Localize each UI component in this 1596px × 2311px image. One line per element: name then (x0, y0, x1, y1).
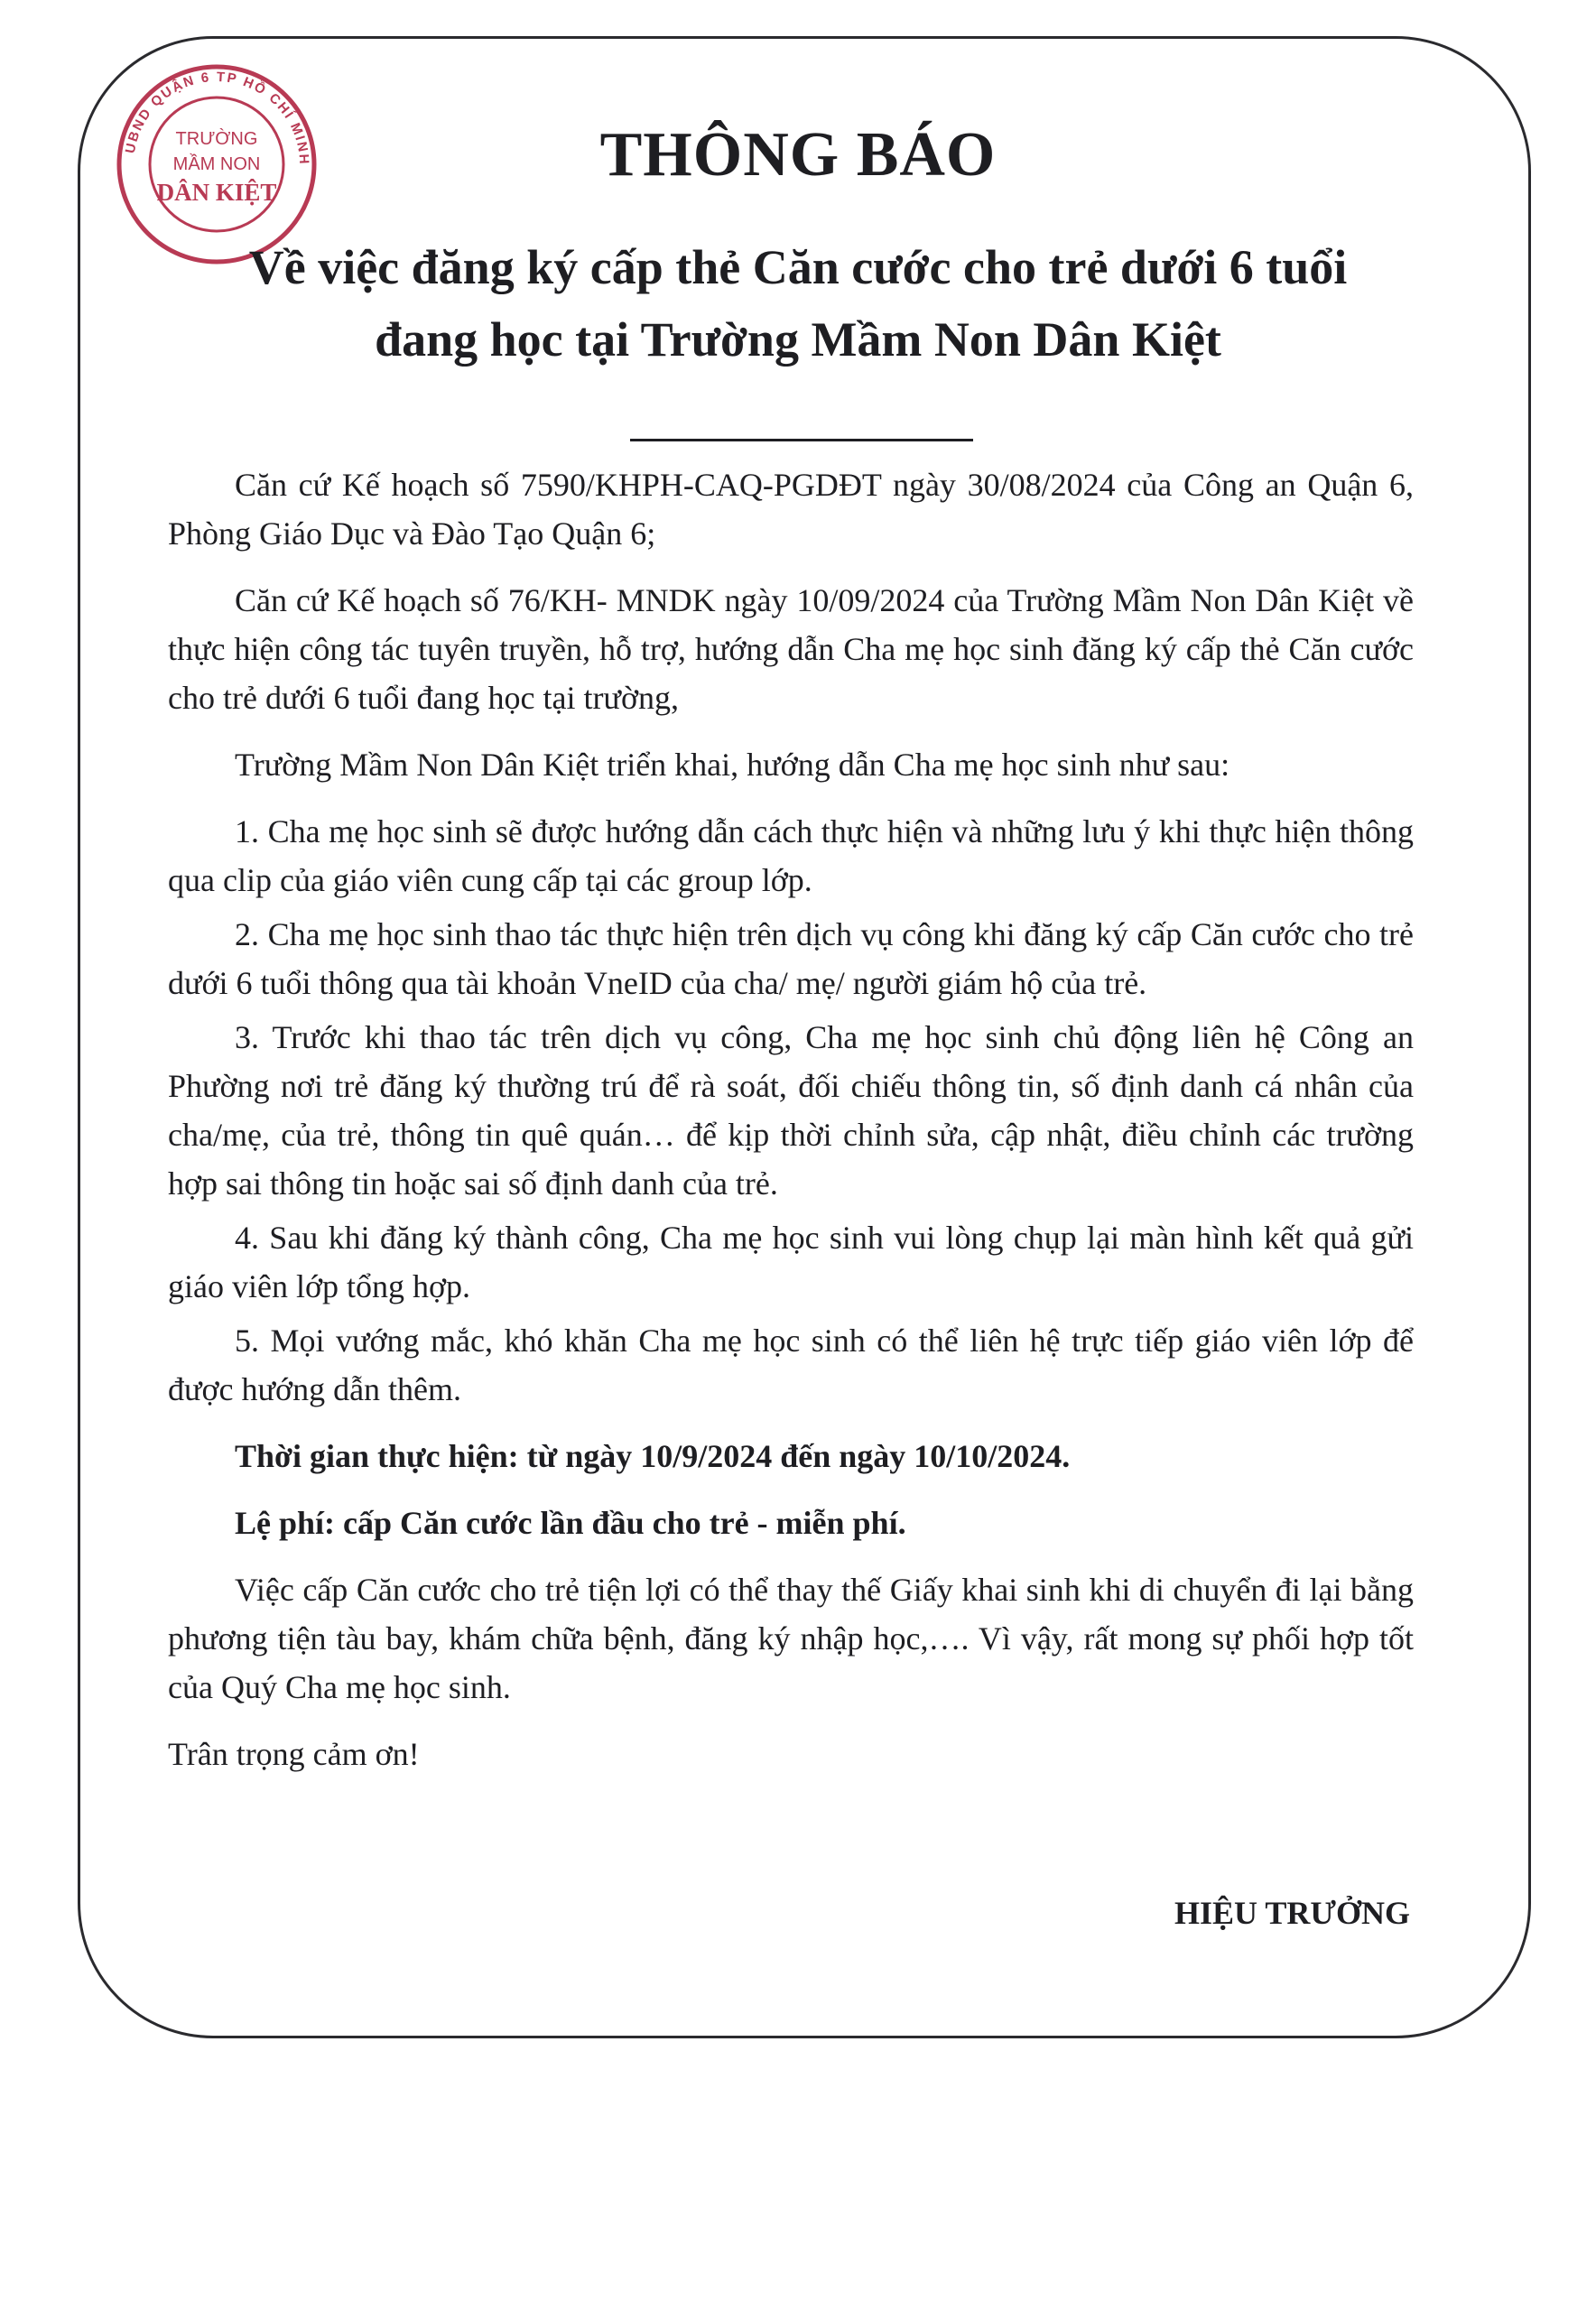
intro-paragraph: Trường Mầm Non Dân Kiệt triển khai, hướng dẫn Cha mẹ học sinh như sau: (235, 747, 1230, 783)
stamp-line-2: MẦM NON (172, 154, 261, 174)
instruction-item-1: 1. Cha mẹ học sinh sẽ được hướng dẫn cách thực hiện và những lưu ý khi thực hiện thông qua clip của giáo viên cung cấp tại các group lớp. (168, 813, 1414, 898)
document-subtitle (0, 231, 1596, 376)
closing-paragraph: Việc cấp Căn cước cho trẻ tiện lợi có thể thay thế Giấy khai sinh khi di chuyển đi lại bằng phương tiện tàu bay, khám chữa bệnh, đăng ký nhập học,…. Vì vậy, rất mong sự phối hợp tốt của Quý Cha mẹ học sinh. (168, 1572, 1414, 1705)
subtitle-line-2: đang học tại Trường Mầm Non Dân Kiệt (375, 312, 1221, 367)
instruction-item-4: 4. Sau khi đăng ký thành công, Cha mẹ học sinh vui lòng chụp lại màn hình kết quả gửi giáo viên lớp tổng hợp. (168, 1220, 1414, 1304)
subtitle-line-1: Về việc đăng ký cấp thẻ Căn cước cho trẻ dưới 6 tuổi (248, 240, 1348, 294)
title-divider (630, 439, 973, 441)
stamp-ring-text: UBND QUẬN 6 TP HỒ CHÍ MINH (122, 69, 312, 166)
schedule-line: Thời gian thực hiện: từ ngày 10/9/2024 đến ngày 10/10/2024. (235, 1438, 1071, 1474)
fee-line: Lệ phí: cấp Căn cước lần đầu cho trẻ - miễn phí. (235, 1505, 906, 1541)
instruction-item-3: 3. Trước khi thao tác trên dịch vụ công, Cha mẹ học sinh chủ động liên hệ Công an Phường nơi trẻ đăng ký thường trú để rà soát, đối chiếu thông tin, số định danh cá nhân của cha/mẹ, của trẻ, thông tin quê quán… để kịp thời chỉnh sửa, cập nhật, điều chỉnh các trường hợp sai thông tin hoặc sai số định danh của trẻ. (168, 1019, 1414, 1202)
document-title: THÔNG BÁO (599, 120, 997, 190)
document-body (168, 460, 1414, 1778)
signature-title: HIỆU TRƯỞNG (1174, 1895, 1410, 1931)
basis-paragraph-2: Căn cứ Kế hoạch số 76/KH- MNDK ngày 10/09/2024 của Trường Mầm Non Dân Kiệt về thực hiện công tác tuyên truyền, hỗ trợ, hướng dẫn Cha mẹ học sinh đăng ký cấp thẻ Căn cước cho trẻ dưới 6 tuổi đang học tại trường, (168, 582, 1414, 716)
stamp-line-1: TRƯỜNG (175, 129, 258, 149)
basis-paragraph-1: Căn cứ Kế hoạch số 7590/KHPH-CAQ-PGDĐT ngày 30/08/2024 của Công an Quận 6, Phòng Giáo Dục và Đào Tạo Quận 6; (168, 467, 1414, 552)
instruction-item-5: 5. Mọi vướng mắc, khó khăn Cha mẹ học sinh có thể liên hệ trực tiếp giáo viên lớp để được hướng dẫn thêm. (168, 1323, 1414, 1407)
thanks-line: Trân trọng cảm ơn! (168, 1736, 420, 1772)
stamp-line-3: DÂN KIỆT (156, 179, 277, 206)
instruction-item-2: 2. Cha mẹ học sinh thao tác thực hiện trên dịch vụ công khi đăng ký cấp Căn cước cho trẻ dưới 6 tuổi thông qua tài khoản VneID của cha/ mẹ/ người giám hộ của trẻ. (168, 916, 1414, 1001)
